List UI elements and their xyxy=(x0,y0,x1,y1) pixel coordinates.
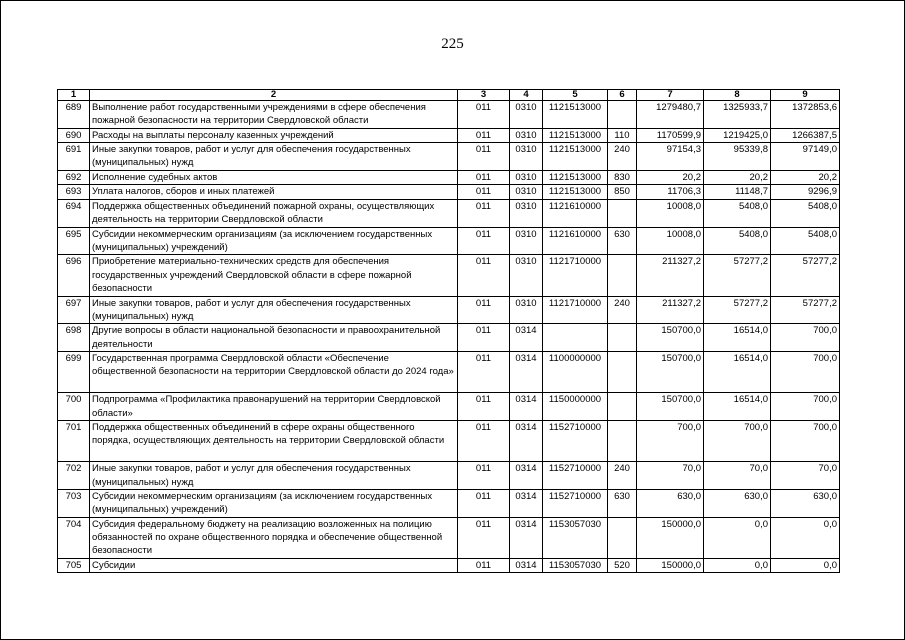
row-amount-year1: 97154,3 xyxy=(637,143,704,171)
row-number: 705 xyxy=(58,559,90,573)
row-amount-year1: 70,0 xyxy=(637,462,704,490)
row-section-code: 0314 xyxy=(510,517,543,558)
row-admin-code: 011 xyxy=(458,101,510,129)
row-amount-year1: 211327,2 xyxy=(637,296,704,324)
row-number: 702 xyxy=(58,462,90,490)
row-name: Подпрограмма «Профилактика правонарушений на территории Свердловской области» xyxy=(90,393,458,421)
row-expense-type: 520 xyxy=(608,559,637,573)
row-target-code: 1153057030 xyxy=(543,559,608,573)
row-amount-year2: 0,0 xyxy=(704,517,771,558)
row-name: Уплата налогов, сборов и иных платежей xyxy=(90,185,458,199)
row-amount-year2: 630,0 xyxy=(704,490,771,518)
row-admin-code: 011 xyxy=(458,199,510,227)
row-name: Иные закупки товаров, работ и услуг для обеспечения государственных (муниципальных) нужд xyxy=(90,296,458,324)
row-expense-type: 240 xyxy=(608,462,637,490)
row-amount-year2: 1219425,0 xyxy=(704,128,771,142)
row-amount-year3: 700,0 xyxy=(771,421,840,462)
row-amount-year2: 700,0 xyxy=(704,421,771,462)
header-cell: 2 xyxy=(90,90,458,101)
row-amount-year3: 57277,2 xyxy=(771,296,840,324)
row-amount-year1: 150700,0 xyxy=(637,324,704,352)
row-section-code: 0314 xyxy=(510,559,543,573)
row-expense-type: 630 xyxy=(608,490,637,518)
row-section-code: 0310 xyxy=(510,296,543,324)
row-section-code: 0310 xyxy=(510,128,543,142)
table-row xyxy=(58,490,840,518)
budget-table xyxy=(57,89,840,573)
table-row xyxy=(58,462,840,490)
row-admin-code: 011 xyxy=(458,255,510,296)
row-section-code: 0314 xyxy=(510,462,543,490)
row-name: Субсидии некоммерческим организациям (за исключением государственных (муниципальных) учреждений) xyxy=(90,227,458,255)
row-amount-year1: 11706,3 xyxy=(637,185,704,199)
row-amount-year1: 150000,0 xyxy=(637,559,704,573)
row-admin-code: 011 xyxy=(458,559,510,573)
row-name: Государственная программа Свердловской области «Обеспечение общественной безопасности на территории Свердловской области до 2024 года» xyxy=(90,352,458,393)
header-cell: 1 xyxy=(58,90,90,101)
row-admin-code: 011 xyxy=(458,185,510,199)
row-section-code: 0310 xyxy=(510,227,543,255)
row-expense-type xyxy=(608,324,637,352)
row-amount-year1: 630,0 xyxy=(637,490,704,518)
table-row xyxy=(58,296,840,324)
row-section-code: 0314 xyxy=(510,352,543,393)
row-target-code: 1121610000 xyxy=(543,199,608,227)
row-number: 701 xyxy=(58,421,90,462)
table-row xyxy=(58,421,840,462)
table-row xyxy=(58,517,840,558)
table-row xyxy=(58,170,840,184)
row-target-code: 1121513000 xyxy=(543,143,608,171)
row-section-code: 0314 xyxy=(510,393,543,421)
row-amount-year2: 16514,0 xyxy=(704,352,771,393)
row-amount-year3: 1372853,6 xyxy=(771,101,840,129)
row-target-code: 1121513000 xyxy=(543,170,608,184)
row-amount-year2: 1325933,7 xyxy=(704,101,771,129)
row-admin-code: 011 xyxy=(458,227,510,255)
row-amount-year3: 0,0 xyxy=(771,559,840,573)
row-amount-year2: 95339,8 xyxy=(704,143,771,171)
row-expense-type xyxy=(608,352,637,393)
header-cell: 8 xyxy=(704,90,771,101)
table-row xyxy=(58,352,840,393)
row-name: Выполнение работ государственными учреждениями в сфере обеспечения пожарной безопасности на территории Свердловской области xyxy=(90,101,458,129)
row-amount-year3: 70,0 xyxy=(771,462,840,490)
row-target-code: 1121710000 xyxy=(543,255,608,296)
header-row xyxy=(58,90,840,101)
row-expense-type xyxy=(608,199,637,227)
row-amount-year3: 0,0 xyxy=(771,517,840,558)
row-amount-year3: 5408,0 xyxy=(771,199,840,227)
header-cell: 6 xyxy=(608,90,637,101)
row-number: 697 xyxy=(58,296,90,324)
row-expense-type xyxy=(608,421,637,462)
row-number: 695 xyxy=(58,227,90,255)
row-name: Расходы на выплаты персоналу казенных учреждений xyxy=(90,128,458,142)
row-section-code: 0310 xyxy=(510,143,543,171)
table-row xyxy=(58,227,840,255)
row-amount-year2: 11148,7 xyxy=(704,185,771,199)
row-admin-code: 011 xyxy=(458,170,510,184)
row-amount-year2: 0,0 xyxy=(704,559,771,573)
table-row xyxy=(58,255,840,296)
table-row xyxy=(58,101,840,129)
row-amount-year2: 57277,2 xyxy=(704,296,771,324)
row-amount-year1: 700,0 xyxy=(637,421,704,462)
row-name: Субсидия федеральному бюджету на реализацию возложенных на полицию обязанностей по охране общественного порядка и обеспечение общественной безопасности xyxy=(90,517,458,558)
row-expense-type xyxy=(608,517,637,558)
row-amount-year3: 97149,0 xyxy=(771,143,840,171)
row-amount-year3: 700,0 xyxy=(771,324,840,352)
table-row xyxy=(58,128,840,142)
row-amount-year2: 16514,0 xyxy=(704,393,771,421)
row-amount-year3: 1266387,5 xyxy=(771,128,840,142)
row-amount-year3: 700,0 xyxy=(771,352,840,393)
row-target-code: 1121513000 xyxy=(543,101,608,129)
header-cell: 7 xyxy=(637,90,704,101)
row-name: Исполнение судебных актов xyxy=(90,170,458,184)
row-amount-year2: 16514,0 xyxy=(704,324,771,352)
row-admin-code: 011 xyxy=(458,128,510,142)
row-name: Поддержка общественных объединений пожарной охраны, осуществляющих деятельность на территории Свердловской области xyxy=(90,199,458,227)
row-expense-type: 830 xyxy=(608,170,637,184)
row-number: 692 xyxy=(58,170,90,184)
row-amount-year3: 5408,0 xyxy=(771,227,840,255)
row-target-code: 1121513000 xyxy=(543,128,608,142)
row-admin-code: 011 xyxy=(458,324,510,352)
row-section-code: 0310 xyxy=(510,185,543,199)
row-amount-year3: 57277,2 xyxy=(771,255,840,296)
row-target-code xyxy=(543,324,608,352)
row-name: Иные закупки товаров, работ и услуг для обеспечения государственных (муниципальных) нужд xyxy=(90,462,458,490)
header-cell: 9 xyxy=(771,90,840,101)
row-amount-year3: 700,0 xyxy=(771,393,840,421)
row-number: 693 xyxy=(58,185,90,199)
row-expense-type: 110 xyxy=(608,128,637,142)
row-section-code: 0310 xyxy=(510,170,543,184)
row-amount-year1: 150700,0 xyxy=(637,393,704,421)
row-amount-year1: 150700,0 xyxy=(637,352,704,393)
row-expense-type: 240 xyxy=(608,296,637,324)
row-admin-code: 011 xyxy=(458,296,510,324)
row-number: 694 xyxy=(58,199,90,227)
table-row xyxy=(58,559,840,573)
row-section-code: 0310 xyxy=(510,255,543,296)
row-admin-code: 011 xyxy=(458,421,510,462)
row-number: 699 xyxy=(58,352,90,393)
row-admin-code: 011 xyxy=(458,393,510,421)
row-amount-year3: 630,0 xyxy=(771,490,840,518)
row-amount-year1: 1279480,7 xyxy=(637,101,704,129)
row-target-code: 1152710000 xyxy=(543,462,608,490)
row-admin-code: 011 xyxy=(458,517,510,558)
row-amount-year1: 1170599,9 xyxy=(637,128,704,142)
row-amount-year2: 5408,0 xyxy=(704,227,771,255)
row-target-code: 1100000000 xyxy=(543,352,608,393)
page-number: 225 xyxy=(441,36,464,52)
row-expense-type: 630 xyxy=(608,227,637,255)
row-section-code: 0314 xyxy=(510,324,543,352)
row-amount-year1: 10008,0 xyxy=(637,227,704,255)
row-number: 700 xyxy=(58,393,90,421)
row-amount-year2: 57277,2 xyxy=(704,255,771,296)
table-row xyxy=(58,393,840,421)
row-expense-type xyxy=(608,101,637,129)
header-cell: 3 xyxy=(458,90,510,101)
table-row xyxy=(58,143,840,171)
row-amount-year3: 20,2 xyxy=(771,170,840,184)
row-number: 703 xyxy=(58,490,90,518)
row-target-code: 1150000000 xyxy=(543,393,608,421)
row-number: 698 xyxy=(58,324,90,352)
row-amount-year1: 211327,2 xyxy=(637,255,704,296)
row-name: Субсидии некоммерческим организациям (за исключением государственных (муниципальных) учреждений) xyxy=(90,490,458,518)
row-amount-year2: 5408,0 xyxy=(704,199,771,227)
row-number: 704 xyxy=(58,517,90,558)
row-section-code: 0314 xyxy=(510,490,543,518)
header-cell: 5 xyxy=(543,90,608,101)
row-target-code: 1121710000 xyxy=(543,296,608,324)
row-target-code: 1121513000 xyxy=(543,185,608,199)
row-section-code: 0310 xyxy=(510,199,543,227)
row-number: 696 xyxy=(58,255,90,296)
row-number: 689 xyxy=(58,101,90,129)
table-row xyxy=(58,199,840,227)
row-expense-type: 240 xyxy=(608,143,637,171)
row-expense-type: 850 xyxy=(608,185,637,199)
row-name: Приобретение материально-технических средств для обеспечения государственных учреждений Свердловской области в сфере пожарной безопасности xyxy=(90,255,458,296)
row-admin-code: 011 xyxy=(458,352,510,393)
row-admin-code: 011 xyxy=(458,490,510,518)
row-expense-type xyxy=(608,393,637,421)
row-name: Иные закупки товаров, работ и услуг для обеспечения государственных (муниципальных) нужд xyxy=(90,143,458,171)
row-admin-code: 011 xyxy=(458,462,510,490)
row-expense-type xyxy=(608,255,637,296)
row-target-code: 1152710000 xyxy=(543,421,608,462)
table-row xyxy=(58,185,840,199)
row-amount-year2: 20,2 xyxy=(704,170,771,184)
row-admin-code: 011 xyxy=(458,143,510,171)
row-name: Субсидии xyxy=(90,559,458,573)
row-amount-year3: 9296,9 xyxy=(771,185,840,199)
row-section-code: 0310 xyxy=(510,101,543,129)
row-amount-year2: 70,0 xyxy=(704,462,771,490)
table-row xyxy=(58,324,840,352)
row-section-code: 0314 xyxy=(510,421,543,462)
row-number: 690 xyxy=(58,128,90,142)
row-name: Другие вопросы в области национальной безопасности и правоохранительной деятельности xyxy=(90,324,458,352)
row-target-code: 1152710000 xyxy=(543,490,608,518)
row-amount-year1: 20,2 xyxy=(637,170,704,184)
row-number: 691 xyxy=(58,143,90,171)
row-target-code: 1121610000 xyxy=(543,227,608,255)
header-cell: 4 xyxy=(510,90,543,101)
row-name: Поддержка общественных объединений в сфере охраны общественного порядка, осуществляющих деятельность на территории Свердловской области xyxy=(90,421,458,462)
row-amount-year1: 10008,0 xyxy=(637,199,704,227)
row-amount-year1: 150000,0 xyxy=(637,517,704,558)
row-target-code: 1153057030 xyxy=(543,517,608,558)
